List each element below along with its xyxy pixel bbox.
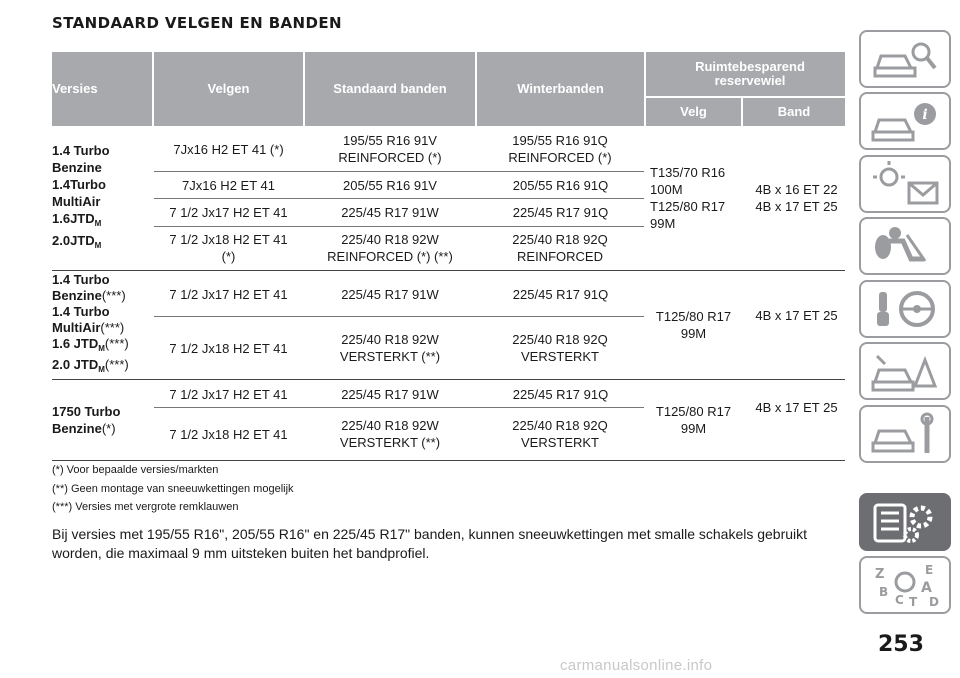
car-crash-icon — [865, 346, 945, 396]
table-cell: 7 1/2 Jx18 H2 ET 41 (*) — [169, 232, 288, 264]
header-spare-wheel: Ruimtebesparend reservewiel — [695, 59, 805, 88]
svg-text:A: A — [921, 580, 932, 596]
header-spare-band: Band — [777, 104, 811, 119]
svg-text:Z: Z — [875, 567, 885, 582]
row-divider — [154, 407, 644, 408]
table-cell: 205/55 R16 91V — [343, 177, 437, 193]
versions-group-3: 1750 Turbo Benzine(*) — [52, 404, 121, 436]
footnote: (**) Geen montage van sneeuwkettingen mogelijk — [52, 483, 294, 495]
table-cell: 225/40 R18 92W VERSTERKT (**) — [339, 418, 441, 450]
table-cell: 205/55 R16 91Q — [512, 177, 609, 193]
versions-group-1 — [52, 128, 152, 268]
car-info-icon — [865, 96, 945, 146]
table-cell: 225/40 R18 92Q REINFORCED — [512, 232, 608, 264]
watermark: carmanualsonline.info — [560, 657, 713, 674]
snow-chain-note: Bij versies met 195/55 R16", 205/55 R16" en 225/45 R17" banden, kunnen sneeuwkettingen met smalle schakels gebruikt worden, die maximaal 9 mm uitsteken buiten het bandprofiel. — [52, 526, 808, 561]
svg-text:T: T — [909, 595, 918, 609]
table-cell: 7 1/2 Jx17 H2 ET 41 — [169, 286, 288, 302]
table-cell: 195/55 R16 91V REINFORCED (*) — [338, 133, 442, 165]
specs-gear-icon — [865, 497, 945, 547]
group-divider — [52, 270, 845, 271]
table-cell: 225/45 R17 91W — [341, 204, 439, 220]
version-label: $1.6JTD_M$ — [52, 211, 102, 228]
car-search-icon — [865, 34, 945, 84]
table-cell: 7Jx16 H2 ET 41 (*) — [173, 141, 284, 157]
car-service-icon — [865, 409, 945, 459]
svg-text:i: i — [922, 107, 928, 123]
sidebar-tab-technical-data[interactable] — [859, 493, 951, 551]
version-label: $2.0JTD_M$ — [52, 233, 102, 250]
sidebar-tab-warning-lights[interactable] — [859, 155, 951, 213]
table-cell: 7 1/2 Jx17 H2 ET 41 — [169, 204, 288, 220]
table-cell: 225/45 R17 91Q — [512, 286, 609, 302]
sidebar-tab-airbag[interactable] — [859, 217, 951, 275]
sidebar-tab-car-info[interactable] — [859, 92, 951, 150]
page-title: STANDAARD VELGEN EN BANDEN — [52, 14, 342, 32]
sidebar-tab-car-search[interactable] — [859, 30, 951, 88]
version-label: 1.4Turbo — [52, 177, 106, 192]
svg-text:E: E — [925, 563, 934, 577]
table-bottom-border — [52, 460, 845, 461]
alphabet-index-icon — [865, 560, 945, 610]
spare-band-group-3: 4B x 17 ET 25 — [755, 399, 838, 415]
spare-band-group-1: 4B x 16 ET 22 4B x 17 ET 25 — [755, 182, 838, 214]
table-cell: 7 1/2 Jx18 H2 ET 41 — [169, 340, 288, 356]
key-steering-icon — [865, 284, 945, 334]
svg-text:C: C — [895, 593, 904, 607]
table-cell: 225/45 R17 91Q — [512, 386, 609, 402]
row-divider — [154, 316, 644, 317]
table-cell: 195/55 R16 91Q REINFORCED (*) — [508, 133, 612, 165]
group-divider — [52, 379, 845, 380]
table-cell: 225/40 R18 92W VERSTERKT (**) — [339, 332, 441, 364]
table-cell: 225/45 R17 91W — [341, 286, 439, 302]
spare-rim-group-1: T135/70 R16 100M T125/80 R17 99M — [650, 165, 726, 231]
table-cell: 225/45 R17 91W — [341, 386, 439, 402]
header-versions: Versies — [52, 81, 98, 96]
table-cell: 225/40 R18 92Q VERSTERKT — [512, 332, 608, 364]
footnote: (*) Voor bepaalde versies/markten — [52, 464, 219, 476]
version-label: Benzine — [52, 160, 102, 175]
table-cell: 7 1/2 Jx18 H2 ET 41 — [169, 426, 288, 442]
spare-rim-group-2: T125/80 R17 99M — [655, 309, 732, 341]
page-number: 253 — [878, 632, 924, 657]
table-cell: 225/45 R17 91Q — [512, 204, 609, 220]
versions-group-2: 1.4 Turbo Benzine(***) 1.4 Turbo MultiAir(***) 1.6 $JTD_M(***)$ 2.0 $JTD_M(***)$ — [52, 272, 129, 374]
airbag-seat-icon — [865, 221, 945, 271]
header-standard-tyres: Standaard banden — [333, 81, 447, 96]
spare-rim-group-3: T125/80 R17 99M — [655, 404, 732, 436]
svg-text:B: B — [879, 585, 889, 599]
table-cell: 7 1/2 Jx17 H2 ET 41 — [169, 386, 288, 402]
version-label: 1.4 Turbo — [52, 143, 110, 158]
table-cell: 7Jx16 H2 ET 41 — [182, 177, 275, 193]
footnote: (***) Versies met vergrote remklauwen — [52, 501, 239, 513]
sidebar-tab-key-steering[interactable] — [859, 280, 951, 338]
svg-text:D: D — [929, 595, 939, 609]
header-rims: Velgen — [207, 81, 250, 96]
spare-band-group-2: 4B x 17 ET 25 — [755, 307, 838, 323]
sidebar-tab-emergency[interactable] — [859, 342, 951, 400]
header-winter-tyres: Winterbanden — [517, 81, 604, 96]
table-cell: 225/40 R18 92W REINFORCED (*) (**) — [327, 232, 453, 264]
version-label: MultiAir — [52, 194, 101, 209]
sidebar-tab-maintenance[interactable] — [859, 405, 951, 463]
warning-lights-icon — [865, 159, 945, 209]
table-cell: 225/40 R18 92Q VERSTERKT — [512, 418, 608, 450]
header-spare-rim: Velg — [680, 104, 707, 119]
sidebar-tab-index[interactable] — [859, 556, 951, 614]
